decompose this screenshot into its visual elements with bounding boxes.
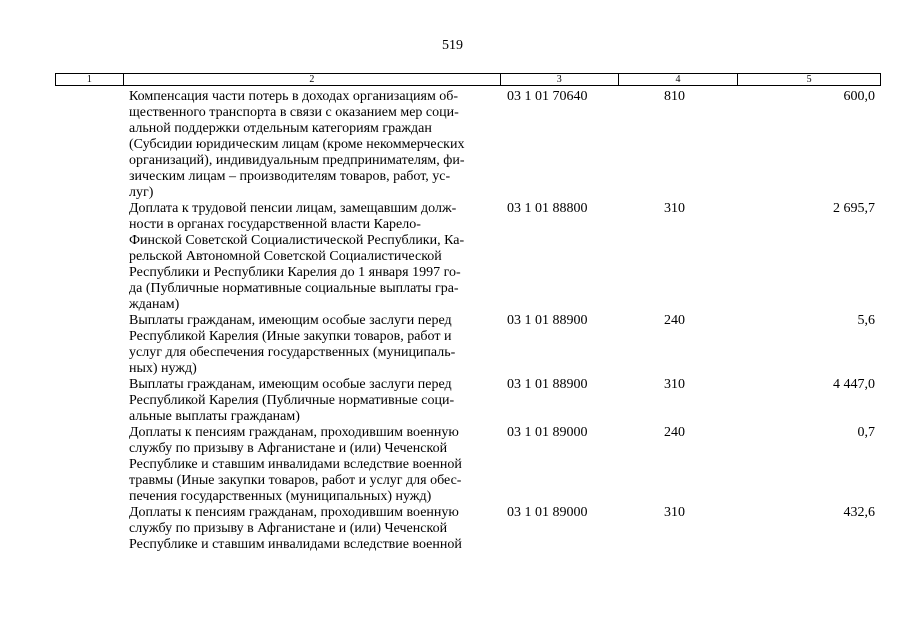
row-amount: 432,6 [843,505,875,520]
row-code: 03 1 01 70640 [507,89,588,104]
description-line: ности в органах государственной власти Карело- [129,217,421,232]
header-column-3: 3 [501,74,619,85]
description-line: жданам) [129,297,180,312]
description-line: щественного транспорта в связи с оказанием мер соци- [129,105,459,120]
description-line: Доплаты к пенсиям гражданам, проходившим военную [129,425,459,440]
description-line: Республикой Карелия (Публичные нормативные соци- [129,393,455,408]
description-line: Республикой Карелия (Иные закупки товаров, работ и [129,329,452,344]
row-amount: 600,0 [843,89,875,104]
table-row [0,201,905,313]
row-description [129,313,491,377]
row-description [129,201,491,313]
description-line: альные выплаты гражданам) [129,409,300,424]
table-row [0,89,905,201]
row-expense-type: 810 [664,89,685,104]
description-line: Республики и Республики Карелия до 1 января 1997 го- [129,265,461,280]
description-line: службу по призыву в Афганистане и (или) Чеченской [129,521,448,536]
row-code: 03 1 01 89000 [507,425,588,440]
description-line: луг) [129,185,154,200]
row-code: 03 1 01 88900 [507,377,588,392]
table-row [0,313,905,377]
description-line: зическим лицам – производителям товаров, работ, ус- [129,169,451,184]
row-amount: 4 447,0 [833,377,875,392]
description-line: да (Публичные нормативные социальные выплаты гра- [129,281,459,296]
description-line: печения государственных (муниципальных) нужд) [129,489,432,504]
row-amount: 5,6 [857,313,875,328]
table-row [0,425,905,505]
row-expense-type: 310 [664,505,685,520]
description-line: Компенсация части потерь в доходах организациям об- [129,89,459,104]
header-column-4: 4 [619,74,739,85]
description-line: Республике и ставшим инвалидами вследствие военной [129,457,462,472]
row-expense-type: 240 [664,313,685,328]
row-amount: 2 695,7 [833,201,875,216]
description-line: услуг для обеспечения государственных (муниципаль- [129,345,456,360]
description-line: ных) нужд) [129,361,197,376]
description-line: организаций), индивидуальным предпринимателям, фи- [129,153,465,168]
header-column-1: 1 [56,74,124,85]
row-description [129,89,491,201]
description-line: (Субсидии юридическим лицам (кроме некоммерческих [129,137,465,152]
description-line: альной поддержки отдельным категориям граждан [129,121,432,136]
row-expense-type: 310 [664,377,685,392]
row-description [129,425,491,505]
description-line: рельской Автономной Советской Социалистической [129,249,442,264]
description-line: Доплата к трудовой пенсии лицам, замещавшим долж- [129,201,457,216]
header-column-2: 2 [124,74,501,85]
row-expense-type: 240 [664,425,685,440]
description-line: Доплаты к пенсиям гражданам, проходившим военную [129,505,459,520]
description-line: Выплаты гражданам, имеющим особые заслуги перед [129,377,452,392]
header-column-5: 5 [806,74,812,85]
row-amount: 0,7 [857,425,875,440]
table-header [55,73,881,86]
description-line: службу по призыву в Афганистане и (или) Чеченской [129,441,448,456]
table-row [0,505,905,553]
row-code: 03 1 01 88800 [507,201,588,216]
description-line: Выплаты гражданам, имеющим особые заслуги перед [129,313,452,328]
row-expense-type: 310 [664,201,685,216]
row-description [129,505,491,553]
table-row [0,377,905,425]
row-code: 03 1 01 88900 [507,313,588,328]
description-line: травмы (Иные закупки товаров, работ и услуг для обес- [129,473,462,488]
table-body [0,89,905,553]
page-number: 519 [442,38,463,53]
description-line: Финской Советской Социалистической Республики, Ка- [129,233,465,248]
description-line: Республике и ставшим инвалидами вследствие военной [129,537,462,552]
row-description [129,377,491,425]
row-code: 03 1 01 89000 [507,505,588,520]
